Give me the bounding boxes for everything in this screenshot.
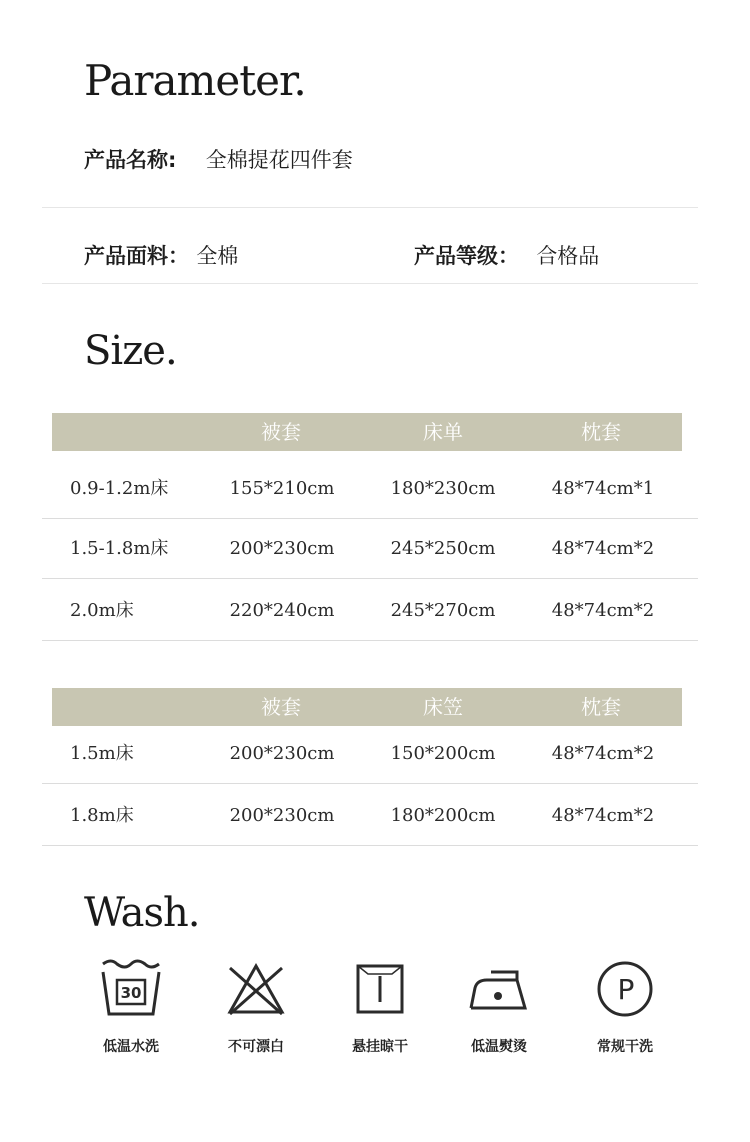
wash-label: 低温水洗 [103,1039,159,1055]
fitted-sheet-size: 180*200cm [390,805,496,826]
table-row [42,724,698,784]
header-bed-sheet: 床单 [423,420,463,444]
row-divider [42,783,698,784]
row-divider [42,578,698,579]
duvet-size: 200*230cm [229,805,335,826]
table2-header [52,688,682,726]
table-row [42,519,698,579]
divider [42,207,698,208]
wash-label: 不可漂白 [228,1039,284,1055]
row-divider [42,845,698,846]
duvet-size: 155*210cm [229,478,335,499]
grade-value: 合格品 [536,244,600,268]
wash-label: 悬挂晾干 [352,1039,408,1055]
product-name-value: 全棉提花四件套 [205,148,353,172]
table-row [42,581,698,641]
pillow-size: 48*74cm*2 [551,805,655,826]
bed-size: 1.5m床 [70,743,134,764]
duvet-size: 220*240cm [229,600,335,621]
pillow-size: 48*74cm*2 [551,600,655,621]
divider [42,283,698,284]
table-row [42,786,698,846]
pillow-size: 48*74cm*2 [551,743,655,764]
wash-label: 低温熨烫 [471,1039,527,1055]
sheet-size: 180*230cm [390,478,496,499]
no-bleach-icon [196,958,316,1018]
duvet-size: 200*230cm [229,538,335,559]
table-row [42,459,698,519]
fabric-value: 全棉 [196,244,239,268]
bed-size: 0.9-1.2m床 [70,478,169,499]
fabric-label: 产品面料： [84,244,189,268]
dry-clean-p-icon [565,958,685,1018]
bed-size: 2.0m床 [70,600,134,621]
wash-label: 常规干洗 [597,1039,653,1055]
duvet-size: 200*230cm [229,743,335,764]
pillow-size: 48*74cm*1 [551,478,655,499]
bed-size: 1.8m床 [70,805,134,826]
hang-dry-icon [320,958,440,1018]
low-iron-icon [439,958,559,1018]
header-pillowcase: 枕套 [581,695,621,719]
wash-30-icon [71,958,191,1018]
fitted-sheet-size: 150*200cm [390,743,496,764]
grade-row [414,240,599,270]
bed-size: 1.5-1.8m床 [70,538,169,559]
wash-title: Wash. [84,890,200,936]
parameter-title: Parameter. [84,56,306,105]
dry-clean-badge: P [617,973,635,1006]
header-fitted-sheet: 床笠 [423,695,463,719]
header-duvet-cover: 被套 [261,695,301,719]
product-name-label: 产品名称: [84,148,177,172]
fabric-row [84,240,238,270]
row-divider [42,640,698,641]
pillow-size: 48*74cm*2 [551,538,655,559]
header-pillowcase: 枕套 [581,420,621,444]
table1-header [52,413,682,451]
wash-temp-badge: 30 [120,984,142,1002]
product-name-row [84,144,353,174]
sheet-size: 245*250cm [390,538,496,559]
header-duvet-cover: 被套 [261,420,301,444]
grade-label: 产品等级： [414,244,519,268]
size-title: Size. [84,328,177,374]
sheet-size: 245*270cm [390,600,496,621]
